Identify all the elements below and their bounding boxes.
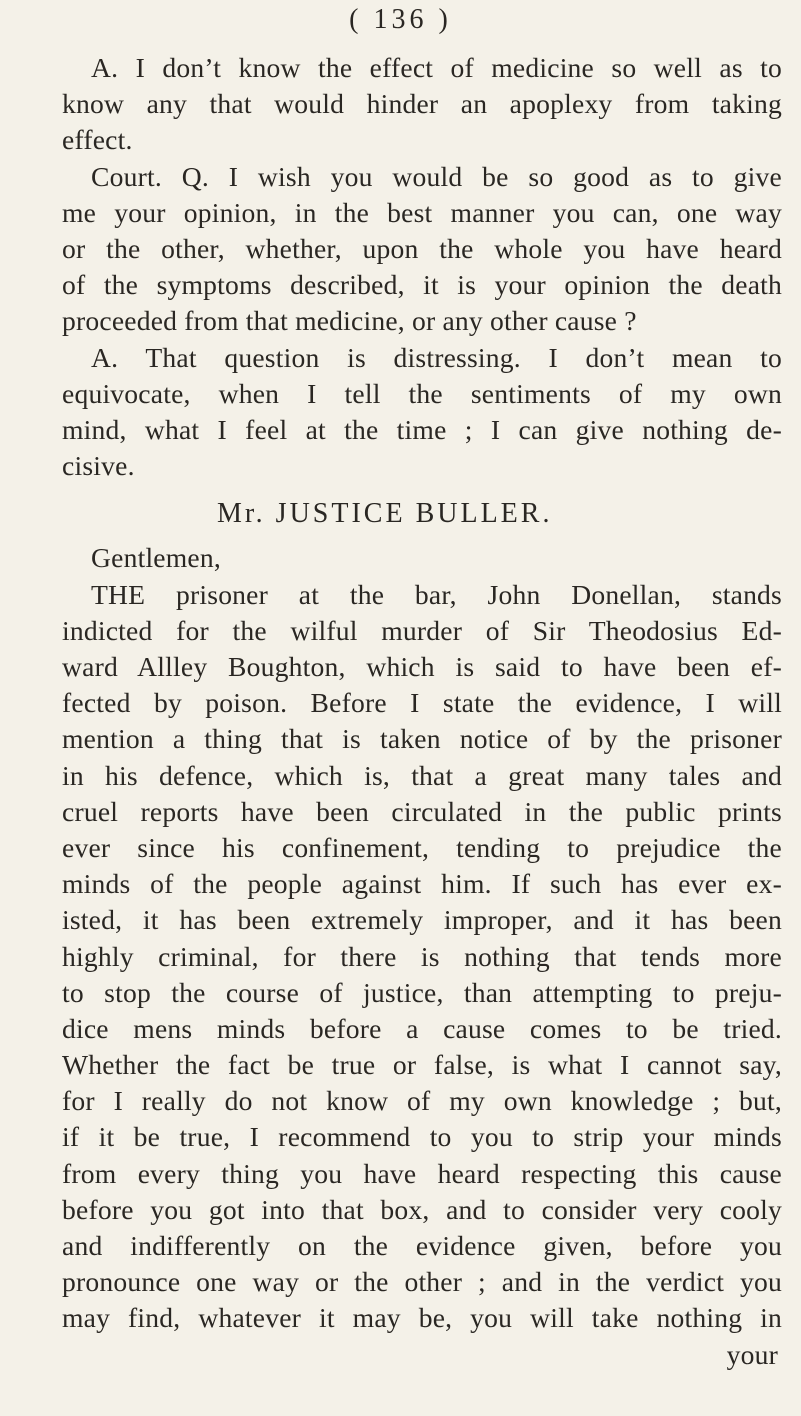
text-line: me your opinion, in the best manner you can, one way xyxy=(62,196,782,228)
catchword: your xyxy=(726,1338,778,1370)
text-line: minds of the people against him. If such has ever ex- xyxy=(62,868,782,900)
text-line: dice mens minds before a cause comes to be tried. xyxy=(62,1012,782,1044)
text-line: ward Allley Boughton, which is said to have been ef- xyxy=(62,651,782,682)
text-line: for I really do not know of my own knowledge ; but, xyxy=(62,1085,782,1117)
salutation: Gentlemen, xyxy=(91,542,221,574)
court-question-paragraph xyxy=(62,159,782,340)
text-line: equivocate, when I tell the sentiments of my own xyxy=(62,377,782,409)
text-line: to stop the course of justice, than attempting to preju- xyxy=(62,976,782,1008)
text-line: proceeded from that medicine, or any other cause ? xyxy=(62,305,637,337)
text-line: Court. Q. I wish you would be so good as to give xyxy=(91,160,782,192)
text-line: THE prisoner at the bar, John Donellan, stands xyxy=(91,578,782,610)
text-line: in his defence, which is, that a great many tales and xyxy=(62,759,782,791)
text-line: isted, it has been extremely improper, and it has been xyxy=(62,904,782,936)
text-line: mind, what I feel at the time ; I can give nothing de- xyxy=(62,413,782,445)
text-line: mention a thing that is taken notice of by the prisoner xyxy=(62,723,782,755)
text-line: A. I don’t know the effect of medicine so well as to xyxy=(91,52,782,83)
page-number: ( 136 ) xyxy=(349,4,452,35)
judge-charge-paragraph xyxy=(62,577,782,1337)
text-line: fected by poison. Before I state the evidence, I will xyxy=(62,687,782,719)
text-line: may find, whatever it may be, you will take nothing in xyxy=(62,1302,782,1334)
text-line: know any that would hinder an apoplexy from taking xyxy=(62,88,782,120)
text-line: if it be true, I recommend to you to strip your minds xyxy=(62,1121,782,1153)
text-line: effect. xyxy=(62,124,133,156)
text-line: cisive. xyxy=(62,450,135,482)
text-line: before you got into that box, and to consider very cooly xyxy=(62,1193,782,1225)
text-line: from every thing you have heard respecting this cause xyxy=(62,1157,782,1189)
text-line: and indifferently on the evidence given, before you xyxy=(62,1230,782,1261)
text-line: or the other, whether, upon the whole you have heard xyxy=(62,232,782,264)
page-body xyxy=(62,50,782,1373)
text-line: cruel reports have been circulated in the public prints xyxy=(62,795,782,827)
text-line: Whether the fact be true or false, is what I cannot say, xyxy=(62,1049,782,1081)
text-line: of the symptoms described, it is your opinion the death xyxy=(62,269,782,301)
text-line: A. That question is distressing. I don’t mean to xyxy=(91,341,782,373)
section-heading: Mr. JUSTICE BULLER. xyxy=(217,498,553,530)
text-line: ever since his confinement, tending to prejudice the xyxy=(62,831,782,863)
answer-paragraph-2 xyxy=(62,340,782,485)
answer-paragraph-1 xyxy=(62,50,782,159)
text-line: indicted for the wilful murder of Sir Theodosius Ed- xyxy=(62,614,782,646)
text-line: highly criminal, for there is nothing that tends more xyxy=(62,940,782,972)
text-line: pronounce one way or the other ; and in the verdict you xyxy=(62,1266,782,1298)
